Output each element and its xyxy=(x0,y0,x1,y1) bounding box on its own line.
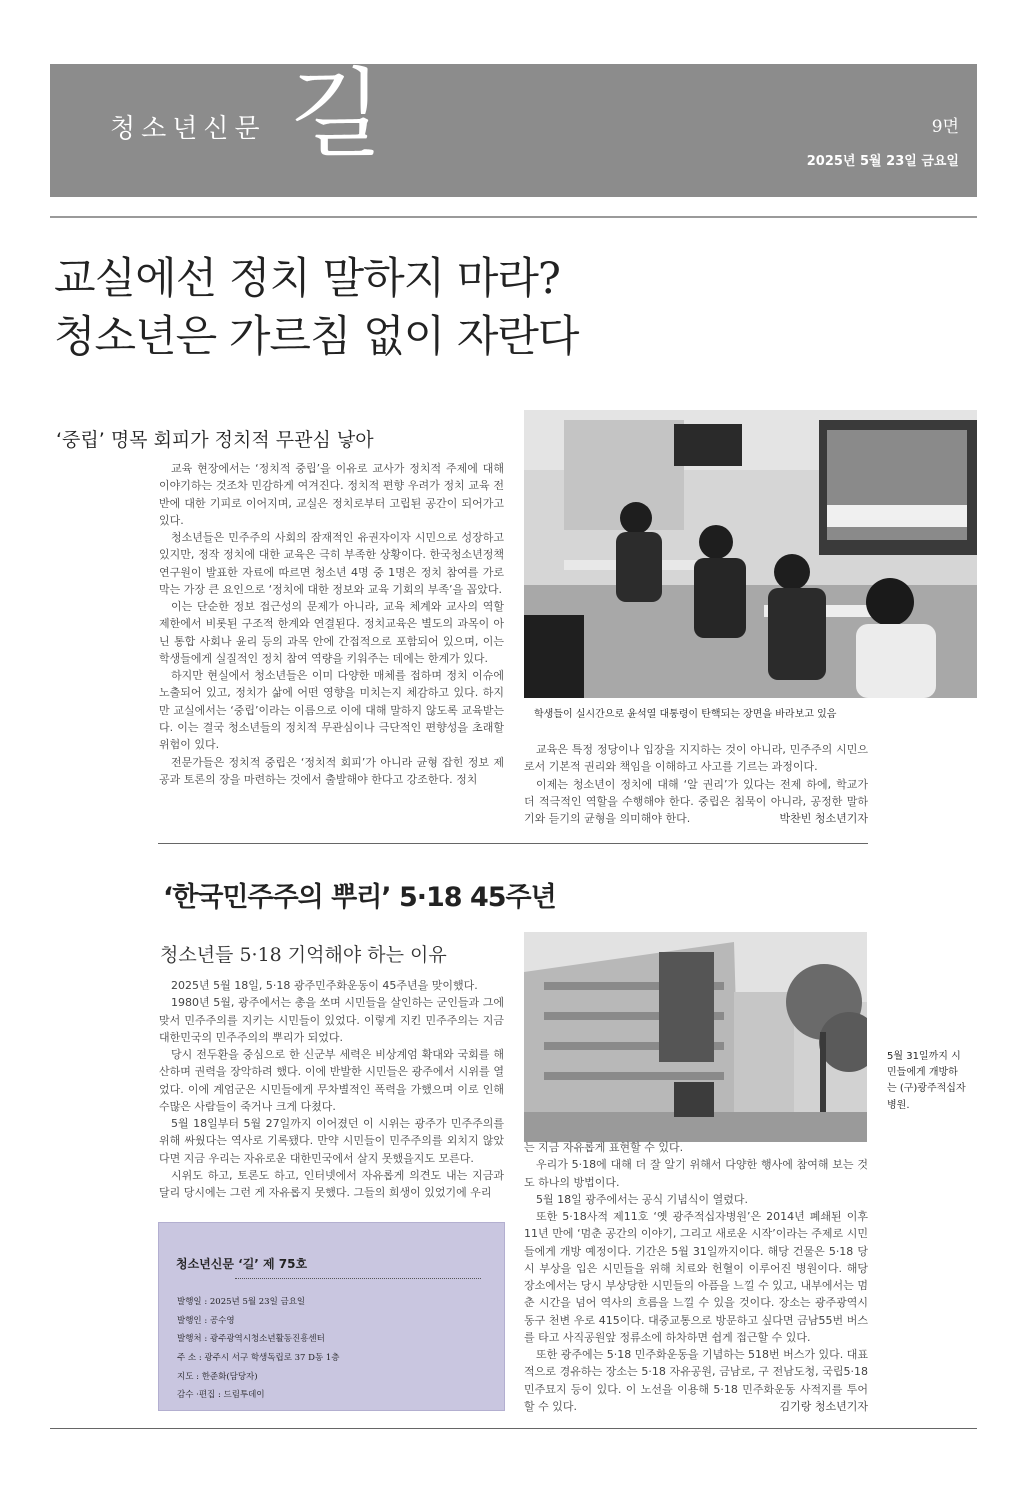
paragraph: 교육 현장에서는 ‘정치적 중립’을 이유로 교사가 정치적 주제에 대해 이야기하는 것조차 민감하게 여겨진다. 정치적 편향 우려가 정치 교육 전반에 대한 기피로 이어지며, 교실은 정치로부터 고립된 공간이 되어가고 있다. xyxy=(159,462,504,527)
paragraph: 우리가 5·18에 대해 더 잘 알기 위해서 다양한 행사에 참여해 보는 것도 하나의 방법이다. xyxy=(524,1158,868,1189)
top-divider xyxy=(50,216,977,218)
paragraph: 이는 단순한 정보 접근성의 문제가 아니라, 교육 체계와 교사의 역할 제한에서 비롯된 구조적 한계와 연결된다. 정치교육은 별도의 과목이 아닌 통합 사회나 윤리 등의 과목 안에 간접적으로 포함되어 있으며, 이는 학생들에게 실질적인 정치 참여 역량을 키워주는 데에는 한계가 있다. xyxy=(159,600,504,665)
section-divider xyxy=(158,843,868,844)
hospital-building-photo xyxy=(524,932,867,1142)
headline-line1: 교실에선 정치 말하지 마라? xyxy=(54,254,560,304)
address-line: 주 소 : 광주시 서구 학생독립로 37 D동 1층 xyxy=(177,1353,340,1364)
paragraph: 전문가들은 정치적 중립은 ‘정치적 회피’가 아니라 균형 잡힌 정보 제공과 토론의 장을 마련하는 것에서 출발해야 한다고 강조한다. 정치 xyxy=(159,755,504,786)
newspaper-logo: 길 xyxy=(290,58,383,170)
paragraph: 또한 5·18사적 제11호 ‘옛 광주적십자병원’은 2014년 폐쇄된 이후 11년 만에 ‘멈춘 공간의 이야기, 그리고 새로운 시작’이라는 주제로 시민들에게 개방 예정이다. 기간은 5월 31일까지이다. 해당 건물은 5·18 당시 부상을 입은 시민들을 위해 치료와 헌혈이 이루어진 병원이다. 해당 장소에서는 당시 부상당한 시민들의 아픔을 느낄 수 있고, 내부에서는 멈춘 시간을 넘어 역사의 흐름을 느낄 수 있을 것이다. 장소는 광주광역시 동구 천변 우로 415이다. 대중교통으로 방문하고 싶다면 금남55번 버스를 타고 사직공원앞 정류소에 하차하면 쉽게 접근할 수 있다. xyxy=(524,1210,868,1344)
classroom-photo-image xyxy=(524,410,977,698)
publishing-org-line: 발행처 : 광주광역시청소년활동진흥센터 xyxy=(177,1334,325,1345)
article2-headline: ‘한국민주주의 뿌리’ 5·18 45주년 xyxy=(163,882,556,913)
article2-byline: 김기랑 청소년기자 xyxy=(779,1399,868,1413)
paragraph: 5월 18일부터 5월 27일까지 이어졌던 이 시위는 광주가 민주주의를 위해 싸웠다는 역사로 기록됐다. 만약 시민들이 민주주의를 외치지 않았다면 지금 우리는 자유로운 대한민국에서 살지 못했을지도 모른다. xyxy=(159,1117,504,1165)
editing-line: 감수 ·편집 : 드림투데이 xyxy=(177,1390,265,1401)
hospital-photo-caption: 5월 31일까지 시민들에게 개방하는 (구)광주적십자병원. xyxy=(887,1051,966,1111)
page-number: 9면 xyxy=(931,117,959,137)
article1-subhead: ‘중립’ 명목 회피가 정치적 무관심 낳아 xyxy=(56,429,374,451)
paragraph: 교육은 특정 정당이나 입장을 지지하는 것이 아니라, 민주주의 시민으로서 기본적 권리와 책임을 이해하고 사고를 기르는 과정이다. xyxy=(524,743,868,774)
hospital-building-image xyxy=(524,932,867,1142)
article2-subhead: 청소년들 5·18 기억해야 하는 이유 xyxy=(160,944,447,966)
masthead xyxy=(50,58,977,197)
bottom-divider xyxy=(50,1428,977,1429)
issue-date: 2025년 5월 23일 금요일 xyxy=(806,154,959,169)
article1-body-left xyxy=(159,460,504,788)
paragraph-text: 이제는 청소년이 정치에 대해 ‘알 권리’가 있다는 전제 하에, 학교가 더 적극적인 역할을 수행해야 한다. 중립은 침묵이 아니라, 공정한 말하기와 듣기의 균형을 의미해야 한다. xyxy=(524,777,868,826)
classroom-photo-caption: 학생들이 실시간으로 윤석열 대통령이 탄핵되는 장면을 바라보고 있음 xyxy=(534,709,837,720)
article1-headline xyxy=(54,250,578,367)
issue-title: 청소년신문 ‘길’ 제 75호 xyxy=(176,1257,308,1271)
article1-body-right xyxy=(524,741,868,827)
newspaper-name: 청소년신문 xyxy=(110,114,266,144)
publication-info-box xyxy=(158,1222,505,1411)
paragraph-text: 또한 광주에는 5·18 민주화운동을 기념하는 518번 버스가 있다. 대표적으로 경유하는 장소는 5·18 자유공원, 금남로, 구 전남도청, 국립5·18민주묘지 등이 있다. 이 노선을 이용해 5·18 민주화운동 사적지를 투어 할 수 있다. xyxy=(524,1348,868,1413)
supervisor-line: 지도 : 한준화(담당자) xyxy=(177,1371,258,1382)
publish-date-line: 발행일 : 2025년 5월 23일 금요일 xyxy=(177,1297,306,1307)
paragraph: 하지만 현실에서 청소년들은 이미 다양한 매체를 접하며 정치 이슈에 노출되어 있고, 정치가 삶에 어떤 영향을 미치는지 체감하고 있다. 하지만 교실에서는 ‘중립’이라는 이름으로 이에 대해 말하지 않도록 교육받는다. 이는 결국 청소년들의 정치적 무관심이나 극단적인 편향성을 초래할 위험이 있다. xyxy=(159,669,504,752)
paragraph: 청소년들은 민주주의 사회의 잠재적인 유권자이자 시민으로 성장하고 있지만, 정작 정치에 대한 교육은 극히 부족한 상황이다. 한국청소년정책연구원이 발표한 자료에 따르면 청소년 4명 중 1명은 정치 참여를 가로막는 가장 큰 요인으로 ‘정치에 대한 정보와 교육 기회의 부족’을 꼽았다. xyxy=(159,531,504,596)
classroom-photo xyxy=(524,410,977,698)
paragraph xyxy=(524,776,868,828)
paragraph xyxy=(524,1346,868,1415)
paragraph: 2025년 5월 18일, 5·18 광주민주화운동이 45주년을 맞이했다. xyxy=(171,979,478,992)
publisher-line: 발행인 : 공수영 xyxy=(177,1315,235,1326)
publication-details xyxy=(177,1293,339,1405)
paragraph: 는 지금 자유롭게 표현할 수 있다. xyxy=(524,1141,684,1154)
headline-line2: 청소년은 가르침 없이 자란다 xyxy=(54,312,579,363)
article1-byline: 박찬빈 청소년기자 xyxy=(779,812,868,826)
paragraph: 당시 전두환을 중심으로 한 신군부 세력은 비상계엄 확대와 국회를 해산하며 권력을 장악하려 했다. 이에 반발한 시민들은 광주에서 시위를 열었다. 이에 계엄군은 시민들에게 무차별적인 폭력을 가했으며 이로 인해 수많은 사람들이 죽거나 크게 다쳤다. xyxy=(159,1048,504,1113)
article2-body-right xyxy=(524,1139,868,1415)
paragraph: 1980년 5월, 광주에서는 총을 쏘며 시민들을 살인하는 군인들과 그에 맞서 민주주의를 지키는 시민들이 있었다. 이렇게 지킨 민주주의는 지금 대한민국의 민주주의의 뿌리가 되었다. xyxy=(159,996,504,1044)
dotted-divider xyxy=(235,1278,481,1279)
paragraph: 시위도 하고, 토론도 하고, 인터넷에서 자유롭게 의견도 내는 지금과 달리 당시에는 그런 게 자유롭지 못했다. 그들의 희생이 있었기에 우리 xyxy=(159,1168,504,1200)
article2-body-left xyxy=(159,977,504,1201)
paragraph: 5월 18일 광주에서는 공식 기념식이 열렸다. xyxy=(536,1192,748,1206)
